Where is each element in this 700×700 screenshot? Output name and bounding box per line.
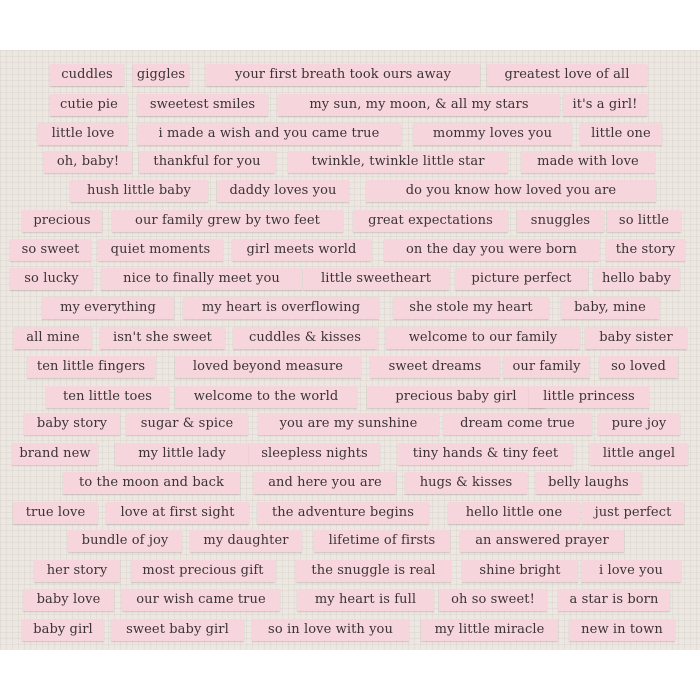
word-sticker: daddy loves you	[217, 180, 349, 202]
word-sticker: ten little fingers	[27, 356, 155, 378]
sticker-row	[0, 530, 700, 552]
word-sticker: sweetest smiles	[137, 94, 268, 116]
word-sticker: your first breath took ours away	[206, 64, 480, 86]
word-sticker: our family	[503, 356, 590, 378]
word-sticker: my daughter	[190, 530, 302, 552]
word-sticker: most precious gift	[131, 560, 275, 582]
word-sticker: my heart is overflowing	[183, 297, 379, 319]
word-sticker: a star is born	[558, 589, 670, 611]
word-sticker: cuddles	[50, 64, 124, 86]
word-sticker: greatest love of all	[487, 64, 647, 86]
word-sticker: precious	[22, 210, 102, 232]
word-sticker: i love you	[581, 560, 681, 582]
word-sticker: sleepless nights	[249, 443, 380, 465]
word-sticker: hush little baby	[70, 180, 208, 202]
word-sticker: loved beyond measure	[175, 356, 361, 378]
word-sticker: lifetime of firsts	[314, 530, 450, 552]
word-sticker: our family grew by two feet	[112, 210, 343, 232]
sticker-row	[0, 386, 700, 408]
word-sticker: baby story	[24, 413, 120, 435]
word-sticker: little love	[38, 123, 128, 145]
word-sticker: my little lady	[115, 443, 249, 465]
word-sticker: cuddles & kisses	[233, 327, 377, 349]
word-sticker: giggles	[133, 64, 189, 86]
word-sticker: do you know how loved you are	[366, 180, 656, 202]
sticker-row	[0, 64, 700, 86]
sticker-row	[0, 472, 700, 494]
word-sticker: bundle of joy	[68, 530, 182, 552]
word-sticker: great expectations	[353, 210, 508, 232]
word-sticker: her story	[34, 560, 120, 582]
word-sticker: girl meets world	[232, 239, 371, 261]
word-sticker: oh so sweet!	[439, 589, 547, 611]
word-sticker: true love	[13, 502, 98, 524]
sticker-row	[0, 123, 700, 145]
word-sticker: i made a wish and you came true	[137, 123, 401, 145]
word-sticker: on the day you were born	[384, 239, 599, 261]
word-sticker: my sun, my moon, & all my stars	[278, 94, 560, 116]
word-sticker: nice to finally meet you	[101, 268, 302, 290]
sticker-row	[0, 502, 700, 524]
sticker-row	[0, 210, 700, 232]
sticker-sheet	[0, 50, 700, 650]
word-sticker: thankful for you	[139, 151, 275, 173]
word-sticker: and here you are	[254, 472, 396, 494]
word-sticker: so lucky	[10, 268, 93, 290]
word-sticker: quiet moments	[98, 239, 223, 261]
word-sticker: to the moon and back	[63, 472, 240, 494]
sticker-row	[0, 268, 700, 290]
word-sticker: my little miracle	[421, 619, 558, 641]
word-sticker: welcome to the world	[175, 386, 357, 408]
word-sticker: my heart is full	[297, 589, 434, 611]
word-sticker: so little	[607, 210, 681, 232]
word-sticker: welcome to our family	[386, 327, 580, 349]
word-sticker: hugs & kisses	[405, 472, 527, 494]
sticker-row	[0, 356, 700, 378]
word-sticker: the adventure begins	[257, 502, 429, 524]
word-sticker: baby sister	[585, 327, 687, 349]
sticker-row	[0, 443, 700, 465]
word-sticker: little sweetheart	[303, 268, 449, 290]
word-sticker: isn't she sweet	[100, 327, 225, 349]
word-sticker: little princess	[529, 386, 649, 408]
word-sticker: baby, mine	[561, 297, 659, 319]
sticker-row	[0, 589, 700, 611]
word-sticker: twinkle, twinkle little star	[288, 151, 508, 173]
word-sticker: my everything	[42, 297, 174, 319]
word-sticker: sweet baby girl	[111, 619, 244, 641]
word-sticker: belly laughs	[536, 472, 641, 494]
sticker-row	[0, 560, 700, 582]
word-sticker: made with love	[521, 151, 655, 173]
word-sticker: new in town	[569, 619, 675, 641]
word-sticker: our wish came true	[122, 589, 280, 611]
sticker-row	[0, 151, 700, 173]
word-sticker: picture perfect	[455, 268, 588, 290]
sticker-row	[0, 619, 700, 641]
sticker-row	[0, 327, 700, 349]
sticker-row	[0, 239, 700, 261]
word-sticker: it's a girl!	[563, 94, 647, 116]
word-sticker: the snuggle is real	[296, 560, 451, 582]
word-sticker: so sweet	[10, 239, 91, 261]
word-sticker: ten little toes	[46, 386, 169, 408]
word-sticker: sugar & spice	[126, 413, 248, 435]
word-sticker: hello little one	[448, 502, 580, 524]
sticker-row	[0, 180, 700, 202]
word-sticker: tiny hands & tiny feet	[398, 443, 573, 465]
word-sticker: so loved	[599, 356, 678, 378]
word-sticker: shine bright	[462, 560, 578, 582]
word-sticker: precious baby girl	[367, 386, 545, 408]
sticker-row	[0, 413, 700, 435]
word-sticker: you are my sunshine	[258, 413, 439, 435]
word-sticker: brand new	[12, 443, 98, 465]
sticker-row	[0, 94, 700, 116]
word-sticker: snuggles	[517, 210, 604, 232]
word-sticker: pure joy	[598, 413, 680, 435]
word-sticker: sweet dreams	[370, 356, 500, 378]
word-sticker: little angel	[590, 443, 688, 465]
word-sticker: the story	[606, 239, 685, 261]
word-sticker: dream come true	[443, 413, 592, 435]
word-sticker: love at first sight	[106, 502, 249, 524]
word-sticker: oh, baby!	[44, 151, 132, 173]
word-sticker: she stole my heart	[393, 297, 549, 319]
word-sticker: baby love	[23, 589, 114, 611]
word-sticker: cutie pie	[50, 94, 128, 116]
word-sticker: an answered prayer	[460, 530, 624, 552]
word-sticker: baby girl	[22, 619, 104, 641]
word-sticker: hello baby	[593, 268, 680, 290]
word-sticker: so in love with you	[252, 619, 409, 641]
word-sticker: just perfect	[582, 502, 684, 524]
sticker-row	[0, 297, 700, 319]
word-sticker: all mine	[14, 327, 92, 349]
word-sticker: mommy loves you	[413, 123, 572, 145]
word-sticker: little one	[580, 123, 662, 145]
